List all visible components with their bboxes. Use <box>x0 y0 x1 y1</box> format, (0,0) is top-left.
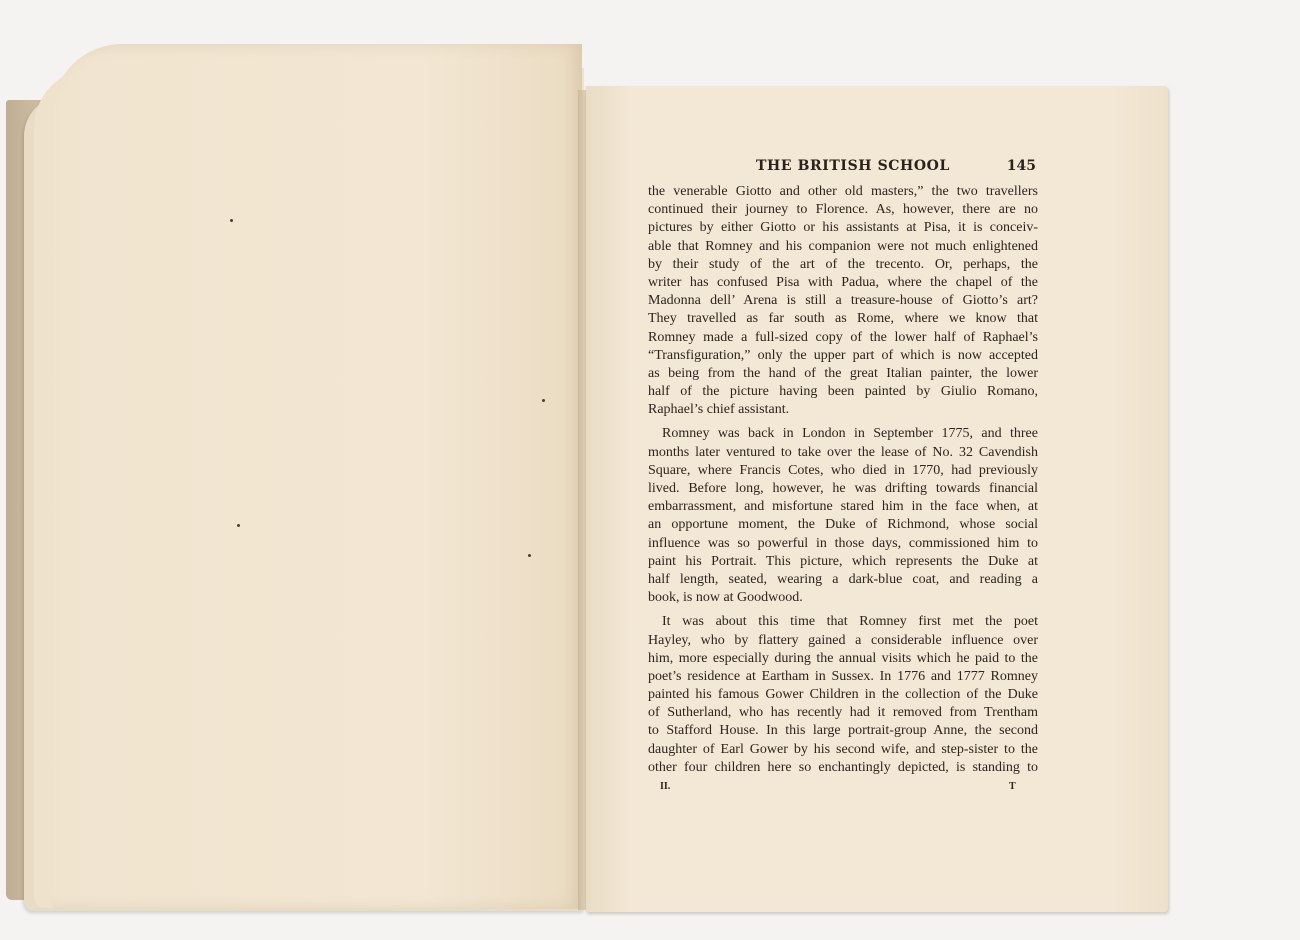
running-head <box>650 158 1036 180</box>
text-line: Romney made a full-sized copy of the lower half of Raphael’s <box>648 329 1038 345</box>
text-line: It was about this time that Romney first met the poet <box>662 614 1038 630</box>
paper-speck <box>230 219 233 222</box>
text-line: as being from the hand of the great Italian painter, the lower <box>648 365 1038 381</box>
text-line: pictures by either Giotto or his assistants at Pisa, it is conceiv- <box>648 220 1038 236</box>
paragraph-2 <box>648 425 1038 607</box>
text-line: able that Romney and his companion were not much enlightened <box>648 238 1038 254</box>
text-line: continued their journey to Florence. As, however, there are no <box>648 202 1038 218</box>
left-blank-page <box>52 44 582 909</box>
text-line: writer has confused Pisa with Padua, where the chapel of the <box>648 274 1038 290</box>
text-line: Square, where Francis Cotes, who died in 1770, had previously <box>648 462 1038 478</box>
paper-speck <box>542 399 545 402</box>
text-line: half length, seated, wearing a dark-blue coat, and reading a <box>648 571 1038 587</box>
text-line: “Transfiguration,” only the upper part of which is now accepted <box>648 347 1038 363</box>
text-line: paint his Portrait. This picture, which represents the Duke at <box>648 553 1038 569</box>
text-line: months later ventured to take over the lease of No. 32 Cavendish <box>648 444 1038 460</box>
paragraph-3 <box>648 613 1038 777</box>
text-line: an opportune moment, the Duke of Richmond, whose social <box>648 517 1038 533</box>
text-line: influence was so powerful in those days, commissioned him to <box>648 535 1038 551</box>
text-line: lived. Before long, however, he was drifting towards financial <box>648 481 1038 496</box>
text-line: half of the picture having been painted by Giulio Romano, <box>648 384 1038 400</box>
text-line: by their study of the art of the trecento. Or, perhaps, the <box>648 256 1038 272</box>
paper-speck <box>528 554 531 557</box>
text-line: Romney was back in London in September 1775, and three <box>662 426 1038 442</box>
paper-speck <box>237 524 240 527</box>
text-line: painted his famous Gower Children in the collection of the Duke <box>648 687 1038 703</box>
signature-mark-right: T <box>1009 781 1016 792</box>
signature-mark-left: II. <box>660 781 671 792</box>
page-number: 145 <box>1006 158 1036 174</box>
paragraph-1 <box>648 183 1038 419</box>
text-line: poet’s residence at Eartham in Sussex. In 1776 and 1777 Romney <box>648 668 1038 684</box>
text-line: him, more especially during the annual visits which he paid to the <box>648 650 1038 666</box>
text-line: They travelled as far south as Rome, where we know that <box>648 311 1038 327</box>
text-line: Raphael’s chief assistant. <box>648 402 790 418</box>
body-text <box>648 183 1038 777</box>
running-title: THE BRITISH SCHOOL <box>756 158 950 174</box>
text-line: of Sutherland, who has recently had it removed from Trentham <box>648 705 1038 721</box>
text-line: Madonna dell’ Arena is still a treasure-house of Giotto’s art? <box>648 293 1038 309</box>
text-line: other four children here so enchantingly depicted, is standing to <box>648 759 1038 775</box>
text-line: Hayley, who by flattery gained a considerable influence over <box>648 632 1038 648</box>
text-line: the venerable Giotto and other old masters,” the two travellers <box>648 184 1038 199</box>
text-line: book, is now at Goodwood. <box>648 590 803 606</box>
text-line: to Stafford House. In this large portrait-group Anne, the second <box>648 723 1038 739</box>
text-line: embarrassment, and misfortune stared him in the face when, at <box>648 499 1038 515</box>
text-line: daughter of Earl Gower by his second wife, and step-sister to the <box>648 741 1038 757</box>
